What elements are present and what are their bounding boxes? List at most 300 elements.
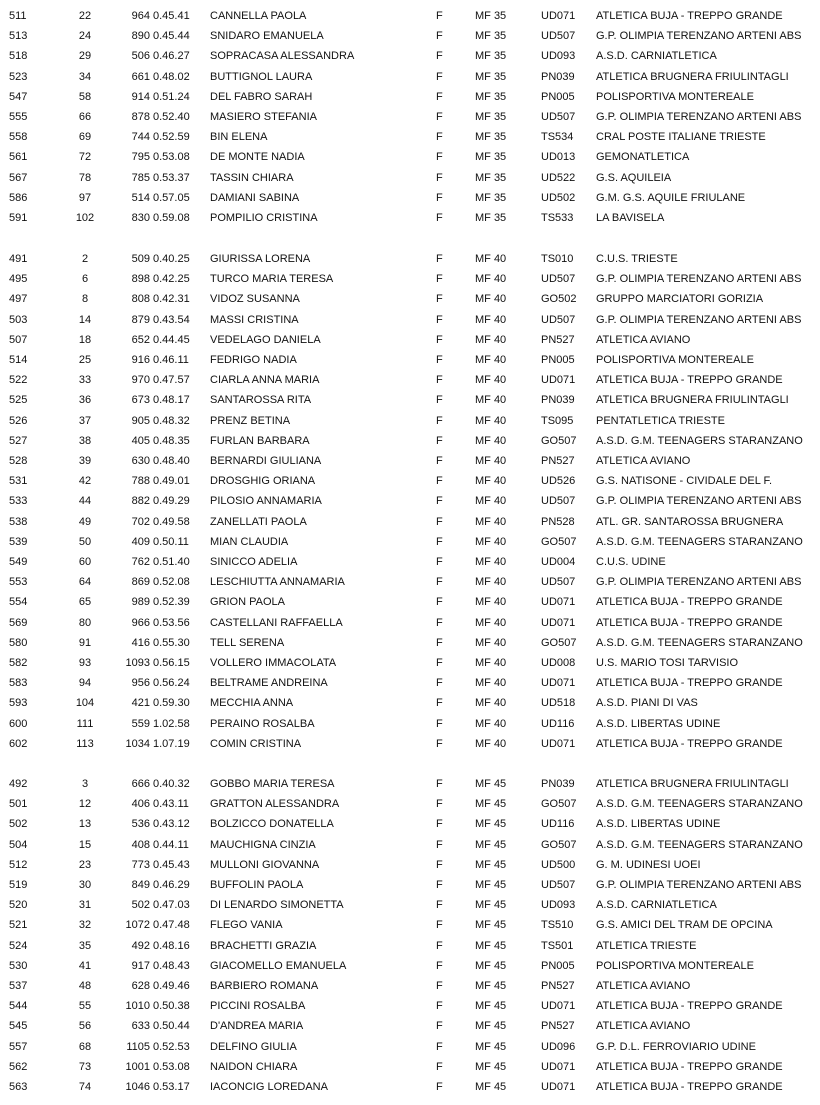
overall-position: 528 — [9, 455, 28, 467]
finish-time: 0.49.01 — [153, 475, 190, 488]
age-category: MF 45 — [475, 858, 507, 871]
athlete-name: CASTELLANI RAFFAELLA — [210, 616, 343, 629]
sex: F — [436, 919, 443, 932]
category-position: 39 — [78, 455, 92, 467]
club-code: UD008 — [541, 657, 576, 669]
sex: F — [436, 90, 443, 103]
bib-number: 1046 — [125, 1081, 150, 1093]
sex: F — [436, 879, 443, 891]
club-code: UD071 — [541, 1000, 576, 1013]
age-category: MF 40 — [475, 455, 507, 467]
overall-position: 591 — [9, 212, 28, 224]
sex: F — [436, 354, 443, 366]
category-position: 113 — [76, 737, 94, 750]
category-position: 2 — [81, 253, 89, 265]
result-row — [0, 574, 820, 590]
age-category: MF 35 — [475, 171, 507, 184]
finish-time: 0.42.31 — [153, 293, 190, 306]
category-position: 3 — [81, 778, 89, 790]
finish-time: 0.51.24 — [153, 90, 190, 103]
club-name: ATLETICA BUJA - TREPPO GRANDE — [596, 1081, 783, 1093]
category-position: 22 — [78, 10, 92, 22]
result-row — [0, 998, 820, 1014]
sex: F — [436, 70, 443, 83]
result-row — [0, 1039, 820, 1055]
sex: F — [436, 677, 443, 690]
club-code: UD507 — [541, 313, 576, 326]
age-category: MF 40 — [475, 475, 507, 488]
club-name: A.S.D. G.M. TEENAGERS STARANZANO — [596, 434, 803, 447]
club-code: UD500 — [541, 858, 576, 871]
category-position: 15 — [78, 838, 92, 851]
sex: F — [436, 596, 443, 609]
age-category: MF 40 — [475, 394, 507, 407]
club-name: G.P. OLIMPIA TERENZANO ARTENI ABS — [596, 576, 802, 589]
age-category: MF 40 — [475, 556, 507, 568]
finish-time: 0.56.15 — [153, 657, 190, 669]
finish-time: 0.56.24 — [153, 677, 190, 690]
finish-time: 0.48.16 — [153, 939, 190, 952]
age-category: MF 45 — [475, 939, 507, 952]
age-category: MF 45 — [475, 1000, 507, 1013]
category-position: 31 — [78, 899, 92, 912]
result-row — [0, 291, 820, 307]
category-position: 91 — [78, 636, 92, 649]
result-row — [0, 190, 820, 206]
club-name: ATLETICA BRUGNERA FRIULINTAGLI — [596, 394, 789, 407]
result-row — [0, 433, 820, 449]
athlete-name: ZANELLATI PAOLA — [210, 515, 307, 528]
club-code: UD093 — [541, 50, 576, 63]
category-position: 111 — [76, 717, 94, 730]
club-code: PN039 — [541, 394, 575, 407]
bib-number: 917 — [131, 959, 150, 972]
athlete-name: BUFFOLIN PAOLA — [210, 879, 304, 891]
result-row — [0, 554, 820, 570]
sex: F — [436, 818, 443, 831]
bib-number: 849 — [131, 879, 150, 891]
sex: F — [436, 10, 443, 22]
club-code: PN527 — [541, 333, 575, 346]
category-position: 93 — [78, 657, 92, 669]
bib-number: 878 — [131, 111, 150, 123]
result-row — [0, 493, 820, 509]
club-code: UD071 — [541, 10, 576, 22]
bib-number: 964 — [131, 10, 150, 22]
athlete-name: BIN ELENA — [210, 131, 268, 144]
athlete-name: POMPILIO CRISTINA — [210, 212, 318, 224]
club-name: LA BAVISELA — [596, 212, 665, 224]
age-category: MF 45 — [475, 1020, 507, 1033]
club-name: ATLETICA BUJA - TREPPO GRANDE — [596, 737, 783, 750]
overall-position: 555 — [9, 111, 28, 123]
overall-position: 602 — [9, 737, 28, 750]
athlete-name: MULLONI GIOVANNA — [210, 858, 320, 871]
bib-number: 1001 — [125, 1060, 150, 1073]
result-row — [0, 837, 820, 853]
finish-time: 0.50.11 — [153, 535, 189, 548]
result-row — [0, 897, 820, 913]
sex: F — [436, 253, 443, 265]
club-name: A.S.D. PIANI DI VAS — [596, 697, 698, 710]
athlete-name: FURLAN BARBARA — [210, 434, 310, 447]
age-category: MF 45 — [475, 798, 507, 811]
overall-position: 507 — [9, 333, 28, 346]
club-name: A.S.D. CARNIATLETICA — [596, 899, 717, 912]
bib-number: 785 — [131, 171, 150, 184]
athlete-name: BRACHETTI GRAZIA — [210, 939, 317, 952]
result-row — [0, 917, 820, 933]
finish-time: 0.47.48 — [153, 919, 190, 932]
finish-time: 0.52.59 — [153, 131, 190, 144]
overall-position: 582 — [9, 657, 28, 669]
bib-number: 536 — [131, 818, 150, 831]
result-row — [0, 210, 820, 226]
age-category: MF 35 — [475, 111, 507, 123]
athlete-name: MAUCHIGNA CINZIA — [210, 838, 316, 851]
finish-time: 0.50.38 — [153, 1000, 190, 1013]
club-code: TS095 — [541, 414, 574, 427]
club-name: A.S.D. G.M. TEENAGERS STARANZANO — [596, 535, 803, 548]
overall-position: 492 — [9, 778, 28, 790]
club-name: CRAL POSTE ITALIANE TRIESTE — [596, 131, 766, 144]
category-position: 42 — [78, 475, 92, 488]
bib-number: 405 — [131, 434, 150, 447]
sex: F — [436, 778, 443, 790]
result-row — [0, 332, 820, 348]
sex: F — [436, 636, 443, 649]
result-row — [0, 938, 820, 954]
age-category: MF 35 — [475, 151, 507, 164]
athlete-name: BARBIERO ROMANA — [210, 980, 319, 992]
result-row — [0, 352, 820, 368]
sex: F — [436, 697, 443, 710]
overall-position: 561 — [9, 151, 28, 164]
club-code: UD071 — [541, 677, 576, 690]
club-code: PN005 — [541, 959, 575, 972]
club-name: PENTATLETICA TRIESTE — [596, 414, 725, 427]
overall-position: 557 — [9, 1040, 28, 1053]
result-row — [0, 129, 820, 145]
club-code: PN527 — [541, 1020, 575, 1033]
athlete-name: SNIDARO EMANUELA — [210, 30, 324, 43]
category-position: 97 — [78, 191, 92, 204]
age-category: MF 35 — [475, 10, 507, 22]
sex: F — [436, 657, 443, 669]
category-position: 6 — [81, 273, 89, 286]
overall-position: 562 — [9, 1060, 28, 1073]
club-name: G.S. NATISONE - CIVIDALE DEL F. — [596, 475, 773, 488]
bib-number: 702 — [131, 515, 150, 528]
finish-time: 0.42.25 — [153, 273, 190, 286]
athlete-name: FLEGO VANIA — [210, 919, 283, 932]
overall-position: 545 — [9, 1020, 28, 1033]
bib-number: 652 — [131, 333, 150, 346]
finish-time: 0.53.08 — [153, 1060, 190, 1073]
finish-time: 0.52.08 — [153, 576, 190, 589]
age-category: MF 40 — [475, 657, 507, 669]
result-row — [0, 89, 820, 105]
bib-number: 879 — [131, 313, 150, 326]
club-code: GO507 — [541, 636, 577, 649]
result-row — [0, 413, 820, 429]
overall-position: 524 — [9, 939, 28, 952]
result-row — [0, 1079, 820, 1095]
club-code: UD004 — [541, 556, 576, 568]
sex: F — [436, 333, 443, 346]
age-category: MF 35 — [475, 191, 507, 204]
club-name: G.P. OLIMPIA TERENZANO ARTENI ABS — [596, 111, 802, 123]
sex: F — [436, 556, 443, 568]
overall-position: 522 — [9, 374, 28, 387]
bib-number: 890 — [131, 30, 150, 43]
athlete-name: TURCO MARIA TERESA — [210, 273, 334, 286]
club-name: ATL. GR. SANTAROSSA BRUGNERA — [596, 515, 784, 528]
finish-time: 0.45.43 — [153, 858, 190, 871]
result-row — [0, 857, 820, 873]
sex: F — [436, 50, 443, 63]
overall-position: 527 — [9, 434, 28, 447]
category-position: 32 — [78, 919, 92, 932]
overall-position: 530 — [9, 959, 28, 972]
sex: F — [436, 1040, 443, 1053]
age-category: MF 40 — [475, 596, 507, 609]
club-code: UD116 — [541, 717, 575, 730]
sex: F — [436, 455, 443, 467]
athlete-name: VEDELAGO DANIELA — [210, 333, 321, 346]
club-name: ATLETICA AVIANO — [596, 455, 691, 467]
category-position: 35 — [78, 939, 92, 952]
club-code: UD507 — [541, 30, 576, 43]
club-code: TS010 — [541, 253, 574, 265]
sex: F — [436, 434, 443, 447]
bib-number: 916 — [131, 354, 150, 366]
club-code: UD071 — [541, 737, 576, 750]
club-code: GO502 — [541, 293, 577, 306]
age-category: MF 45 — [475, 1040, 507, 1053]
club-name: ATLETICA BUJA - TREPPO GRANDE — [596, 10, 783, 22]
club-code: UD071 — [541, 374, 576, 387]
bib-number: 661 — [131, 70, 150, 83]
overall-position: 497 — [9, 293, 28, 306]
club-name: G.P. OLIMPIA TERENZANO ARTENI ABS — [596, 273, 802, 286]
club-name: ATLETICA BUJA - TREPPO GRANDE — [596, 616, 783, 629]
athlete-name: GIACOMELLO EMANUELA — [210, 959, 347, 972]
result-row — [0, 149, 820, 165]
result-row — [0, 453, 820, 469]
result-row — [0, 69, 820, 85]
club-code: UD096 — [541, 1040, 576, 1053]
sex: F — [436, 576, 443, 589]
sex: F — [436, 293, 443, 306]
category-position: 34 — [78, 70, 92, 83]
overall-position: 501 — [9, 798, 28, 811]
overall-position: 525 — [9, 394, 28, 407]
club-code: UD507 — [541, 111, 576, 123]
age-category: MF 40 — [475, 273, 507, 286]
category-position: 56 — [78, 1020, 92, 1033]
finish-time: 0.55.30 — [153, 636, 190, 649]
result-row — [0, 877, 820, 893]
overall-position: 547 — [9, 90, 28, 103]
bib-number: 914 — [131, 90, 150, 103]
club-name: ATLETICA TRIESTE — [596, 939, 697, 952]
athlete-name: VIDOZ SUSANNA — [210, 293, 300, 306]
athlete-name: GRION PAOLA — [210, 596, 285, 609]
bib-number: 869 — [131, 576, 150, 589]
athlete-name: LESCHIUTTA ANNAMARIA — [210, 576, 345, 589]
age-category: MF 40 — [475, 636, 507, 649]
finish-time: 0.46.11 — [153, 354, 189, 366]
age-category: MF 45 — [475, 838, 507, 851]
result-row — [0, 170, 820, 186]
club-code: UD507 — [541, 879, 576, 891]
athlete-name: BOLZICCO DONATELLA — [210, 818, 334, 831]
sex: F — [436, 939, 443, 952]
overall-position: 558 — [9, 131, 28, 144]
athlete-name: D'ANDREA MARIA — [210, 1020, 304, 1033]
age-category: MF 35 — [475, 131, 507, 144]
finish-time: 1.02.58 — [153, 717, 190, 730]
overall-position: 504 — [9, 838, 28, 851]
category-position: 69 — [78, 131, 92, 144]
category-position: 64 — [78, 576, 92, 589]
category-position: 23 — [78, 858, 92, 871]
category-position: 48 — [78, 980, 92, 992]
club-name: U.S. MARIO TOSI TARVISIO — [596, 657, 739, 669]
sex: F — [436, 394, 443, 407]
category-position: 24 — [78, 30, 92, 43]
result-row — [0, 473, 820, 489]
athlete-name: BUTTIGNOL LAURA — [210, 70, 313, 83]
age-category: MF 40 — [475, 697, 507, 710]
club-code: UD507 — [541, 273, 576, 286]
athlete-name: CANNELLA PAOLA — [210, 10, 307, 22]
athlete-name: GIURISSA LORENA — [210, 253, 311, 265]
result-row — [0, 251, 820, 267]
result-row — [0, 776, 820, 792]
overall-position: 523 — [9, 70, 28, 83]
club-name: ATLETICA BUJA - TREPPO GRANDE — [596, 677, 783, 690]
athlete-name: SINICCO ADELIA — [210, 556, 298, 568]
bib-number: 830 — [131, 212, 150, 224]
finish-time: 0.52.40 — [153, 111, 190, 123]
club-code: UD507 — [541, 576, 576, 589]
bib-number: 408 — [131, 838, 150, 851]
age-category: MF 45 — [475, 818, 507, 831]
bib-number: 628 — [131, 980, 150, 992]
result-row — [0, 594, 820, 610]
bib-number: 409 — [131, 535, 150, 548]
finish-time: 0.57.05 — [153, 191, 190, 204]
club-name: A.S.D. LIBERTAS UDINE — [596, 818, 721, 831]
athlete-name: DEL FABRO SARAH — [210, 90, 313, 103]
finish-time: 0.40.32 — [153, 778, 190, 790]
club-code: PN005 — [541, 354, 575, 366]
category-position: 41 — [78, 959, 92, 972]
finish-time: 0.48.40 — [153, 455, 190, 467]
finish-time: 0.51.40 — [153, 556, 190, 568]
bib-number: 989 — [131, 596, 150, 609]
overall-position: 563 — [9, 1081, 28, 1093]
finish-time: 0.49.46 — [153, 980, 190, 992]
category-position: 30 — [78, 879, 92, 891]
club-name: POLISPORTIVA MONTEREALE — [596, 354, 754, 366]
result-row — [0, 716, 820, 732]
sex: F — [436, 1020, 443, 1033]
finish-time: 0.49.58 — [153, 515, 190, 528]
sex: F — [436, 414, 443, 427]
bib-number: 416 — [131, 636, 150, 649]
sex: F — [436, 535, 443, 548]
overall-position: 513 — [9, 30, 28, 43]
athlete-name: MECCHIA ANNA — [210, 697, 294, 710]
club-code: PN527 — [541, 980, 575, 992]
club-name: G.P. OLIMPIA TERENZANO ARTENI ABS — [596, 30, 802, 43]
club-code: UD093 — [541, 899, 576, 912]
category-position: 38 — [78, 434, 92, 447]
age-category: MF 40 — [475, 333, 507, 346]
bib-number: 506 — [131, 50, 150, 63]
bib-number: 502 — [131, 899, 150, 912]
age-category: MF 45 — [475, 879, 507, 891]
bib-number: 966 — [131, 616, 150, 629]
sex: F — [436, 212, 443, 224]
overall-position: 580 — [9, 636, 28, 649]
sex: F — [436, 151, 443, 164]
result-row — [0, 312, 820, 328]
age-category: MF 40 — [475, 434, 507, 447]
category-position: 29 — [78, 50, 92, 63]
category-position: 94 — [78, 677, 92, 690]
bib-number: 559 — [131, 717, 150, 730]
bib-number: 1105 — [126, 1040, 150, 1053]
bib-number: 882 — [131, 495, 150, 508]
age-category: MF 40 — [475, 354, 507, 366]
age-category: MF 40 — [475, 535, 507, 548]
overall-position: 539 — [9, 535, 28, 548]
club-name: ATLETICA BUJA - TREPPO GRANDE — [596, 1000, 783, 1013]
athlete-name: PERAINO ROSALBA — [210, 717, 315, 730]
athlete-name: SANTAROSSA RITA — [210, 394, 312, 407]
athlete-name: FEDRIGO NADIA — [210, 354, 297, 366]
result-row — [0, 615, 820, 631]
sex: F — [436, 838, 443, 851]
athlete-name: MASSI CRISTINA — [210, 313, 299, 326]
overall-position: 495 — [9, 273, 28, 286]
athlete-name: BERNARDI GIULIANA — [210, 455, 322, 467]
overall-position: 520 — [9, 899, 28, 912]
bib-number: 509 — [131, 253, 150, 265]
category-position: 66 — [78, 111, 92, 123]
finish-time: 0.48.35 — [153, 434, 190, 447]
club-name: POLISPORTIVA MONTEREALE — [596, 959, 754, 972]
result-row — [0, 372, 820, 388]
sex: F — [436, 495, 443, 508]
result-row — [0, 796, 820, 812]
athlete-name: IACONCIG LOREDANA — [210, 1081, 328, 1093]
bib-number: 1072 — [125, 919, 150, 932]
finish-time: 0.53.56 — [153, 616, 190, 629]
overall-position: 583 — [9, 677, 28, 690]
finish-time: 0.53.17 — [153, 1081, 190, 1093]
athlete-name: NAIDON CHIARA — [210, 1060, 298, 1073]
category-position: 102 — [75, 212, 95, 224]
category-position: 14 — [78, 313, 92, 326]
athlete-name: MIAN CLAUDIA — [210, 535, 289, 548]
finish-time: 0.59.08 — [153, 212, 190, 224]
result-row — [0, 514, 820, 530]
